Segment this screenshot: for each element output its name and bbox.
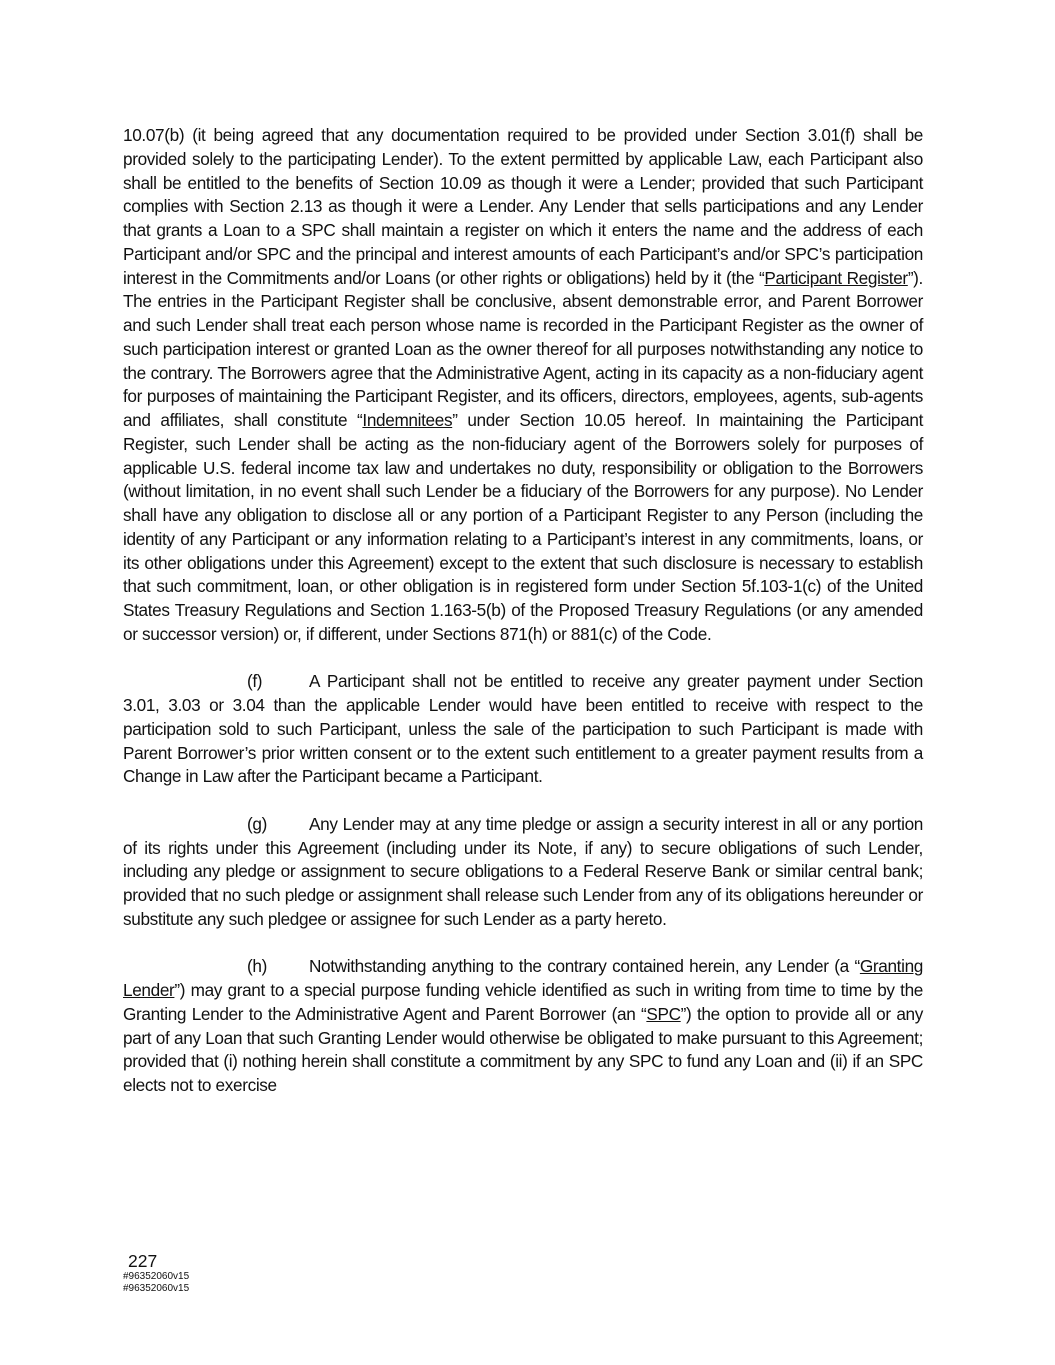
text-run: 10.07(b) (it being agreed that any documentation required to be provided under Section 3.01(f) shall be provided solely to the participating Lender). To the extent permitted by applicable Law, each Participant also shall be entitled to the benefits of Section 10.09 as though it were a Lender; provided that such Participant complies with Section 2.13 as though it were a Lender. Any Lender that sells participations and any Lender that grants a Loan to a SPC shall maintain a register on which it enters the name and the address of each Participant and/or SPC and the principal and interest amounts of each Participant’s and/or SPC’s participation interest in the Commitments and/or Loans (or other rights or obligations) held by it (the “	[123, 125, 923, 288]
document-id: #96352060v15	[123, 1271, 190, 1282]
text-run: ”). The entries in the Participant Register shall be conclusive, absent demonstrable error, and Parent Borrower and such Lender shall treat each person whose name is recorded in the Participant Register as the owner of such participation interest or granted Loan as the owner thereof for all purposes notwithstanding any notice to the contrary. The Borrowers agree that the Administrative Agent, acting in its capacity as a non-fiduciary agent for purposes of maintaining the Participant Register, and its officers, directors, employees, agents, sub-agents and affiliates, shall constitute “	[123, 267, 923, 430]
page-number: 227	[128, 1251, 158, 1271]
text-run: ” under Section 10.05 hereof. In maintaining the Participant Register, such Lender shall be acting as the non-fiduciary agent of the Borrowers solely for purposes of applicable U.S. federal income tax law and undertakes no duty, responsibility or obligation to the Borrowers (without limitation, in no event shall such Lender be a fiduciary of the Borrowers for any purpose). No Lender shall have any obligation to disclose all or any portion of a Participant Register to any Person (including the identity of any Participant or any information relating to a Participant’s interest in any commitments, loans, or its other obligations under this Agreement) except to the extent that such disclosure is necessary to establish that such commitment, loan, or other obligation is in registered form under Section 5f.103-1(c) of the United States Treasury Regulations and Section 1.163-5(b) of the Proposed Treasury Regulations (or any amended or successor version) or, if different, under Sections 871(h) or 881(c) of the Code.	[123, 410, 923, 644]
text-run: A Participant shall not be entitled to receive any greater payment under Section 3.01, 3.03 or 3.04 than the applicable Lender would have been entitled to receive with respect to the participation sold to such Participant, unless the sale of the participation to such Participant is made with Parent Borrower’s prior written consent or to the extent such entitlement to a greater payment results from a Change in Law after the Participant became a Participant.	[123, 671, 923, 787]
paragraph-label: (f)	[247, 671, 263, 692]
defined-term-participant-register: Participant Register	[764, 267, 908, 288]
document-body	[123, 124, 923, 1122]
page-footer	[123, 1251, 423, 1295]
paragraph-f	[123, 670, 923, 789]
paragraph-label: (h)	[247, 956, 267, 977]
text-run: ”) the option to provide all or any part of any Loan that such Granting Lender would otherwise be obligated to make pursuant to this Agreement; provided that (i) nothing herein shall constitute a commitment by any SPC to fund any Loan and (ii) if an SPC elects not to exercise	[123, 1003, 923, 1095]
paragraph-label: (g)	[247, 813, 267, 834]
paragraph-h	[123, 955, 923, 1098]
defined-term-granting-lender: Granting Lender	[123, 956, 923, 1000]
paragraph-e-continued	[123, 124, 923, 647]
text-run: Notwithstanding anything to the contrary contained herein, any Lender (a “	[309, 956, 860, 977]
paragraph-g	[123, 813, 923, 932]
defined-term-spc: SPC	[646, 1003, 681, 1024]
document-id: #96352060v15	[123, 1283, 190, 1294]
defined-term-indemnitees: Indemnitees	[362, 410, 453, 430]
text-run: ”) may grant to a special purpose funding vehicle identified as such in writing from time to time by the Granting Lender to the Administrative Agent and Parent Borrower (an “	[123, 980, 923, 1024]
text-run: Any Lender may at any time pledge or assign a security interest in all or any portion of its rights under this Agreement (including under its Note, if any) to secure obligations of such Lender, including any pledge or assignment to secure obligations to a Federal Reserve Bank or similar central bank; provided that no such pledge or assignment shall release such Lender from any of its obligations hereunder or substitute any such pledgee or assignee for such Lender as a party hereto.	[123, 813, 923, 929]
